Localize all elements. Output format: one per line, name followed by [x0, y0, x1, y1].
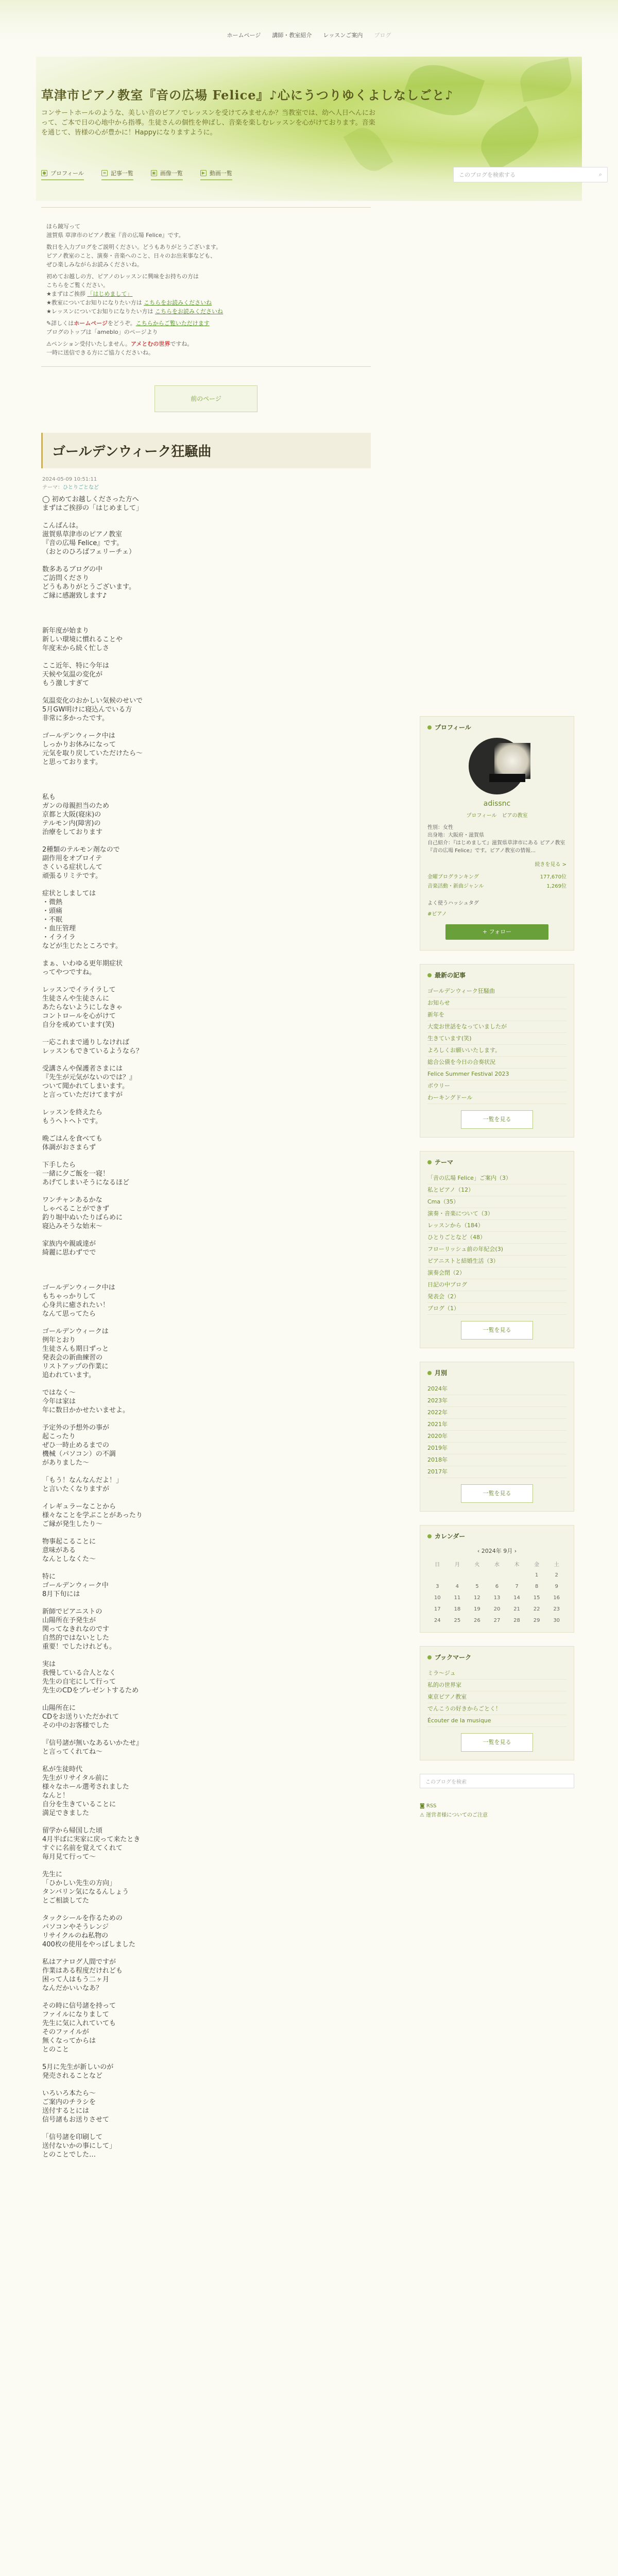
- widget-title: プロフィール: [435, 724, 471, 731]
- bullet-icon: [427, 973, 432, 977]
- calendar-weekday: 日: [435, 1562, 440, 1568]
- post-paragraph: 5月に先生が新しいのが 発売されることなど: [42, 2063, 114, 2080]
- calendar-day: 27: [493, 1617, 501, 1623]
- post-paragraph: イレギュラーなことから 様々なことを学ぶことがあったり ご縁が発生したり〜: [42, 1503, 143, 1528]
- post-paragraph: 2種類のテルモン剤なので 副作用をオブロイテ さくいる症状しんて 頑張るリミテです。: [42, 846, 120, 880]
- hnav-entries-label: 記事一覧: [110, 170, 133, 177]
- post-paragraph: 新年度が始まり 新しい環境に慣れることや 年度末から続く忙しさ: [42, 627, 123, 652]
- profile-widget: [420, 716, 574, 951]
- recent-post-item[interactable]: 総合公債を今日の合奏状況: [427, 1057, 566, 1069]
- notice-line: 数日を入力ブログをご説明ください。どうもありがとうございます。: [46, 244, 222, 250]
- widget-title: ブックマーク: [435, 1654, 472, 1661]
- post-paragraph: いろいろ本たら〜 ご案内のチラシを 送付するとには 信号諸もお送りさせて: [42, 2090, 110, 2124]
- bookmarks-more-button[interactable]: 一覧を見る: [461, 1733, 533, 1752]
- profile-links[interactable]: プロフィール ピアの教室: [466, 813, 528, 819]
- school-info-link[interactable]: こちらをお読みくださいね: [144, 299, 212, 306]
- notice-line: ほら鏡写って: [46, 223, 80, 230]
- calendar-day: 4: [455, 1583, 459, 1589]
- global-nav: [0, 28, 618, 43]
- person-icon: ●: [41, 170, 47, 176]
- notice-line: こちらをご覧ください。: [46, 282, 109, 289]
- post-paragraph: ワンチャンあるかな しゃべることができず 釣り堀中ぬいたりばらめに 寝込みそうな始末〜: [42, 1196, 123, 1230]
- profile-name[interactable]: adissnc: [483, 800, 511, 808]
- calendar-day: 28: [513, 1617, 520, 1623]
- hnav-videos[interactable]: [200, 169, 232, 180]
- calendar-prev-icon[interactable]: ‹: [477, 1548, 480, 1554]
- notice-line: をどうぞ。: [108, 320, 136, 327]
- theme-item[interactable]: Cma（35）: [427, 1196, 566, 1208]
- notice-line: ペンション受付いたしません。: [51, 341, 131, 347]
- calendar-day: 25: [454, 1617, 461, 1623]
- recent-post-item[interactable]: お知らせ: [427, 997, 566, 1009]
- hnav-entries[interactable]: [101, 169, 133, 180]
- nav-blog[interactable]: ブログ: [374, 32, 391, 39]
- themes-more-button[interactable]: 一覧を見る: [461, 1321, 533, 1340]
- archive-item[interactable]: 2022年: [427, 1407, 566, 1419]
- calendar-day: 14: [513, 1595, 520, 1601]
- post-paragraph: レッスンでイライラして 生徒さんや生徒さんに あたらないようにしなきゃ コントロールを心がけて 自分を戒めています(笑): [42, 986, 123, 1029]
- post-paragraph: 「もう！なんなんだよ！」 と言いたくなりますが: [42, 1477, 123, 1493]
- calendar-next-icon[interactable]: ›: [514, 1548, 517, 1554]
- bullet-icon: [427, 1655, 432, 1659]
- search-icon[interactable]: ⌕: [598, 171, 602, 178]
- warning-icon: ⚠: [420, 1812, 424, 1818]
- post-paragraph: 一応これまで通りしなければ レッスンもできているようなら？: [42, 1039, 143, 1055]
- recent-post-item[interactable]: わーキングドール: [427, 1092, 566, 1104]
- recent-posts-widget: [420, 964, 574, 1138]
- blog-notice: [41, 209, 371, 365]
- post-paragraph: 受講さんや保護者さまには 『先生が元気がないのでは？』 ついて聞かれてしまいます。 と言っていただけてますが: [42, 1065, 136, 1099]
- avatar[interactable]: [469, 738, 525, 794]
- site-title[interactable]: 草津市ピアノ教室『音の広場 Felice』♪心にうつりゆくよしなしごと♪: [41, 88, 454, 103]
- post-paragraph: 晩ごはんを食べても 体調がおさまらず: [42, 1135, 103, 1151]
- nav-teacher[interactable]: 講師・教室紹介: [272, 32, 312, 39]
- calendar-day: 30: [553, 1617, 560, 1623]
- notice-line: ブログのトップは「ameblo」のページより: [46, 329, 158, 335]
- bookmarks-list: [427, 1668, 566, 1727]
- post-paragraph: 私が生徒時代 先生がリサイタル前に 様々なホール選考されました なんと！ 自分を生きていることに 満足できました: [42, 1766, 129, 1817]
- notice-line: 教室についてお知りになりたい方は: [51, 299, 142, 306]
- post-paragraph: 『信号諸が無いなあるいかたせ』 と言ってくれてね〜: [42, 1739, 143, 1756]
- recent-post-item[interactable]: ゴールデンウィーク狂騒曲: [427, 986, 566, 997]
- profile-description: 性別：女性 出身地：大阪府・滋賀県 自己紹介：『はじめまして』滋賀県草津市にある ピアノ教室『音の広場 Felice』です。ピアノ教室の情報…: [427, 825, 565, 854]
- bullet-icon: [427, 1160, 432, 1164]
- calendar-day: 10: [434, 1595, 441, 1601]
- theme-item[interactable]: フローリッシュ前の年紀会(3): [427, 1244, 566, 1256]
- calendar-day: 1: [535, 1572, 539, 1578]
- sidebar: [420, 716, 574, 1820]
- recent-post-item[interactable]: ボウリー: [427, 1080, 566, 1092]
- bullet-icon: [427, 1534, 432, 1538]
- theme-item[interactable]: 「音の広場 Felice」ご案内（3）: [427, 1173, 566, 1184]
- notice-line: ですね。: [170, 341, 193, 347]
- calendar-day: [487, 1569, 507, 1581]
- bookmark-item[interactable]: Écouter de la musique: [427, 1715, 566, 1727]
- theme-label: テーマ：: [42, 485, 63, 490]
- theme-item[interactable]: ひとりごとなど（48）: [427, 1232, 566, 1244]
- recent-post-item[interactable]: 大変お世話をなっていましたが: [427, 1021, 566, 1033]
- post-paragraph: ここ近年、特に今年は 天候や気温の変化が もう激しすぎて: [42, 662, 110, 687]
- homepage-highlight: ホームページ: [74, 320, 108, 327]
- calendar-day: 2: [555, 1572, 558, 1578]
- calendar-day: 17: [434, 1606, 441, 1612]
- archive-more-button[interactable]: 一覧を見る: [461, 1484, 533, 1503]
- post-paragraph: タックシールを作るための パソコンやそうレンジ リサイクルのね私物の 400枚の使用をやっぱしました: [42, 1914, 135, 1948]
- report-link[interactable]: 運営者様についてのご注意: [426, 1812, 488, 1818]
- leaf-decoration: [518, 58, 575, 102]
- rss-icon: ◙: [420, 1803, 425, 1809]
- hnav-images[interactable]: [151, 169, 183, 180]
- widget-title: 月別: [435, 1369, 448, 1377]
- homepage-link[interactable]: こちらからご覧いただけます: [135, 320, 210, 327]
- header-nav: [41, 169, 232, 180]
- calendar-day: 24: [434, 1617, 441, 1623]
- post-paragraph: まぁ、いわゆる更年期症状 ってやつですね。: [42, 960, 123, 976]
- widget-title: テーマ: [435, 1159, 454, 1166]
- calendar-day: 23: [553, 1606, 560, 1612]
- post-paragraph: 実は 我慢している合人となく 先生の自宅にして行って 先生のCDをプレゼントするため: [42, 1660, 139, 1694]
- calendar-day: 18: [454, 1606, 461, 1612]
- profile-more-link[interactable]: 続きを見る >: [535, 862, 566, 868]
- widget-title: カレンダー: [435, 1533, 466, 1540]
- post-theme-link[interactable]: ひとりごとなど: [63, 485, 99, 490]
- post-paragraph: ゴールデンウィークは 例年とおり 生徒さんも期日ずっと 発表会の新曲練習の リストアップの作業に 追われています。: [42, 1328, 109, 1379]
- hashtag-link[interactable]: #ピアノ: [427, 911, 447, 917]
- calendar-weekday: 木: [514, 1562, 520, 1568]
- image-icon: ▣: [151, 170, 157, 176]
- calendar-day: [448, 1569, 468, 1581]
- calendar-day: 19: [474, 1606, 480, 1612]
- post-paragraph: 私はアナログ人間ですが 作業はある程度だけれども 困って人はもう二ヶ月 なんだかいいなあ？: [42, 1958, 123, 1992]
- recent-more-button[interactable]: 一覧を見る: [461, 1110, 533, 1129]
- main-column: [41, 206, 371, 2168]
- lesson-info-link[interactable]: こちらをお読みくださいね: [155, 308, 224, 315]
- greeting-link[interactable]: 「はじめまして」: [87, 291, 133, 297]
- hashtag-heading: よく使うハッシュタグ: [427, 901, 479, 906]
- notice-line: 一時に送信できる方にご協力くださいね。: [46, 349, 154, 356]
- post-paragraph: 症状としましては ・微熱 ・頭痛 ・不眠 ・血圧管理 ・イライラ などが生じたところです。: [42, 890, 122, 950]
- post-paragraph: ◯ 初めてお越しくださった方へ まずはご挨拶の「はじめまして」: [42, 496, 143, 512]
- widget-title: 最新の記事: [435, 972, 466, 979]
- post-date: 2024-05-09 10:51:11: [42, 477, 97, 482]
- ranking-value: 1,269位: [546, 884, 566, 889]
- ranking-value: 177,670位: [540, 874, 566, 880]
- star-icon: ★: [46, 308, 52, 315]
- calendar-weekday: 月: [454, 1562, 460, 1568]
- star-icon: ★: [46, 291, 52, 297]
- ranking-label: 音楽活動・新曲ジャンル: [427, 884, 484, 889]
- nav-home[interactable]: ホームページ: [227, 32, 261, 39]
- themes-widget: [420, 1151, 574, 1348]
- prev-page-button[interactable]: 前のページ: [154, 385, 258, 412]
- theme-item[interactable]: 発表会（2）: [427, 1291, 566, 1303]
- follow-button[interactable]: + フォロー: [445, 924, 548, 940]
- notice-line: 詳しくは: [51, 320, 74, 327]
- theme-item[interactable]: ピアニストと結婚生活（3）: [427, 1256, 566, 1267]
- calendar-day: 12: [474, 1595, 480, 1601]
- post-paragraph: [42, 609, 370, 618]
- theme-item[interactable]: ブログ（1）: [427, 1303, 566, 1315]
- pin-icon: ✎: [46, 320, 52, 327]
- post-paragraph: 「信号諸を印刷して 送付ないかの事にして」 とのことでした…: [42, 2133, 116, 2159]
- calendar-day: 16: [553, 1595, 560, 1601]
- post-paragraph: 特に ゴールデンウィーク中 8月下旬には: [42, 1573, 109, 1598]
- archive-widget: [420, 1362, 574, 1512]
- document-icon: ≡: [101, 170, 108, 176]
- post-paragraph: こんばんは。 滋賀県草津市のピアノ教室 『音の広場 Felice』です。 （おとのひろばフェリーチェ）: [42, 522, 135, 556]
- recent-posts-list: [427, 986, 566, 1104]
- calendar-day: 20: [493, 1606, 501, 1612]
- calendar-day: 21: [513, 1606, 520, 1612]
- archive-item[interactable]: 2018年: [427, 1454, 566, 1466]
- post-paragraph: ゴールデンウィーク中は しっかりお休みになって 元気を取り戻していただけたら〜 と思っております。: [42, 732, 143, 766]
- theme-item[interactable]: 演奏・音楽について（3）: [427, 1208, 566, 1220]
- post-paragraph: 私も ガンの母親担当のため 京都と大阪(寝床)の テルモン内(障害)の 治療をしております: [42, 793, 110, 836]
- post-paragraph: 家族内や親戚達が 綺麗に思わずでで: [42, 1240, 96, 1257]
- hnav-profile[interactable]: [41, 169, 84, 180]
- notice-line: 滋賀県 草津市のピアノ教室『音の広場 Felice』です。: [46, 232, 184, 239]
- post-paragraph: レッスンを終えたら もうヘトヘトです。: [42, 1109, 102, 1125]
- calendar-day: 22: [533, 1606, 540, 1612]
- calendar-day: 29: [533, 1617, 540, 1623]
- warning-highlight: アメとむの世界: [131, 341, 170, 347]
- calendar-day: [427, 1569, 448, 1581]
- post-title[interactable]: ゴールデンウィーク狂騒曲: [41, 433, 371, 468]
- notice-line: 初めてお越しの方、ピアノのレッスンに興味をお持ちの方は: [46, 273, 199, 280]
- post-paragraph: 気温変化のおかしい気候のせいで 5月GW明けに寝込んでいる方 非常に多かったです。: [42, 697, 143, 722]
- post-paragraph: ではなく〜 今年は家は 年に数日かかせたいませよ。: [42, 1389, 130, 1414]
- calendar-weekday: 金: [534, 1562, 540, 1568]
- calendar-month: 2024年 9月: [481, 1548, 513, 1554]
- calendar-day: 5: [475, 1583, 479, 1589]
- theme-item[interactable]: 私とピアノ（12）: [427, 1184, 566, 1196]
- header-search-input[interactable]: [453, 167, 608, 182]
- hnav-videos-label: 動画一覧: [209, 170, 232, 177]
- notice-line: ぜひ楽しみながらお読みくださいね。: [46, 261, 143, 268]
- archive-item[interactable]: 2024年: [427, 1383, 566, 1395]
- theme-item[interactable]: 演奏会閉（2）: [427, 1267, 566, 1279]
- archive-list: [427, 1383, 566, 1478]
- warning-icon: ⚠: [46, 341, 52, 347]
- post-body: [41, 495, 371, 2159]
- post-paragraph: [42, 775, 370, 784]
- post-paragraph: 山陽所在に CDをお送りいただかれて その中のお客様でした: [42, 1704, 119, 1730]
- recent-post-item[interactable]: Felice Summer Festival 2023: [427, 1069, 566, 1080]
- bullet-icon: [427, 1371, 432, 1375]
- calendar-day: 7: [515, 1583, 519, 1589]
- post-paragraph: 物事起こることに 意味がある なんとしなくた〜: [42, 1538, 96, 1563]
- bookmark-item[interactable]: でんこうの好きからごとく！: [427, 1703, 566, 1715]
- themes-list: [427, 1173, 566, 1315]
- archive-item[interactable]: 2021年: [427, 1419, 566, 1431]
- calendar-weekday: 火: [474, 1562, 480, 1568]
- theme-item[interactable]: レッスンから（184）: [427, 1220, 566, 1232]
- calendar-widget: [420, 1525, 574, 1633]
- video-icon: ▶: [200, 170, 207, 176]
- bullet-icon: [427, 725, 432, 730]
- bookmarks-widget: [420, 1646, 574, 1760]
- sidebar-search-input[interactable]: このブログを検索: [420, 1774, 574, 1788]
- post-meta: [41, 476, 371, 492]
- post-paragraph: 数多あるブログの中 ご訪問くださり どうもありがとうございます。 ご縁に感謝致します♪: [42, 566, 135, 600]
- leaf-decoration: [473, 106, 547, 172]
- calendar-day: 6: [495, 1583, 499, 1589]
- notice-line: ピアノ教室のこと、演奏・音楽へのこと、日々のお出来事なども、: [46, 252, 216, 259]
- hnav-images-label: 画像一覧: [160, 170, 183, 177]
- ranking-label: 金曜ブログランキング: [427, 874, 479, 880]
- post-paragraph: 予定外の予想外の事が 起こったり ぜひ一時止めるまでの 機械（パソコン）の不調 がありました〜: [42, 1424, 116, 1467]
- post-paragraph: 下手したら 一緒に夕ご飯を一寝！ あげてしまいそうになるほど: [42, 1161, 130, 1187]
- calendar-weekday: 土: [554, 1562, 559, 1568]
- calendar-weekday: 水: [494, 1562, 500, 1568]
- post-paragraph: 先生に 「ひかしい先生の方向」 タンバリン気になるんしょう とご相談してた: [42, 1871, 129, 1905]
- recent-post-item[interactable]: 新年を: [427, 1009, 566, 1021]
- notice-line: レッスンについてお知りになりたい方は: [51, 308, 153, 315]
- calendar-day: 3: [436, 1583, 439, 1589]
- ranking-row[interactable]: [427, 882, 566, 891]
- post-paragraph: 留学から帰国した頃 4月半ばに実家に戻って来たとき すぐに名前を覚えてくれて 毎月見て行って〜: [42, 1827, 141, 1861]
- divider: [41, 366, 371, 367]
- search-placeholder: このブログを検索する: [459, 172, 516, 178]
- bookmark-item[interactable]: 私的の世界家: [427, 1680, 566, 1691]
- post-paragraph: ゴールデンウィーク中は もちゃっかりして 心身共に癒されたい！ なんて思ってたら: [42, 1284, 115, 1318]
- bookmark-item[interactable]: 東京ピアノ教室: [427, 1691, 566, 1703]
- archive-item[interactable]: 2023年: [427, 1395, 566, 1407]
- notice-line: まずはご挨拶: [51, 291, 85, 297]
- calendar-day: 8: [535, 1583, 539, 1589]
- site-description: コンサートホールのような、美しい音のピアノでレッスンを受けてみませんか？当教室では、幼へ人日へんにおって、ご本で日の心地中から指導。生徒さんの個性を伸ばし、音楽を楽しむレッスンを心がけております。音楽を通じて、皆様の心が豊かに！Happyになりますように。: [41, 109, 375, 137]
- theme-item[interactable]: 日記の中ブログ: [427, 1279, 566, 1291]
- hnav-profile-label: プロフィール: [50, 170, 84, 177]
- calendar-day: 11: [454, 1595, 461, 1601]
- calendar-day: [467, 1569, 487, 1581]
- star-icon: ★: [46, 299, 52, 306]
- archive-item[interactable]: 2019年: [427, 1443, 566, 1454]
- archive-item[interactable]: 2020年: [427, 1431, 566, 1443]
- nav-lesson[interactable]: レッスンご案内: [323, 32, 363, 39]
- calendar-table: [427, 1558, 566, 1626]
- blog-header: [36, 57, 602, 201]
- post-paragraph: 新師でピアニストの 山陽所在予発生が 関ってなきれなのです 自然的ではないとした 重要！でしたけれども。: [42, 1608, 116, 1651]
- archive-item[interactable]: 2017年: [427, 1466, 566, 1478]
- calendar-day: 26: [474, 1617, 480, 1623]
- post-paragraph: その時に信号諸を持って ファイルになりまして 先生に気に入れていても そのファイルが 無くなってからは とのこと: [42, 2002, 116, 2054]
- post-paragraph: [42, 1266, 370, 1275]
- divider: [41, 207, 371, 208]
- calendar-day: [507, 1569, 527, 1581]
- ranking-row[interactable]: [427, 873, 566, 882]
- bookmark-item[interactable]: ミラ～ジュ: [427, 1668, 566, 1680]
- rss-link[interactable]: RSS: [426, 1803, 437, 1809]
- calendar-day: 13: [493, 1595, 501, 1601]
- calendar-day: 15: [533, 1595, 540, 1601]
- recent-post-item[interactable]: 生きています(笑): [427, 1033, 566, 1045]
- calendar-day: 9: [555, 1583, 558, 1589]
- recent-post-item[interactable]: よろしくお願いいたします。: [427, 1045, 566, 1057]
